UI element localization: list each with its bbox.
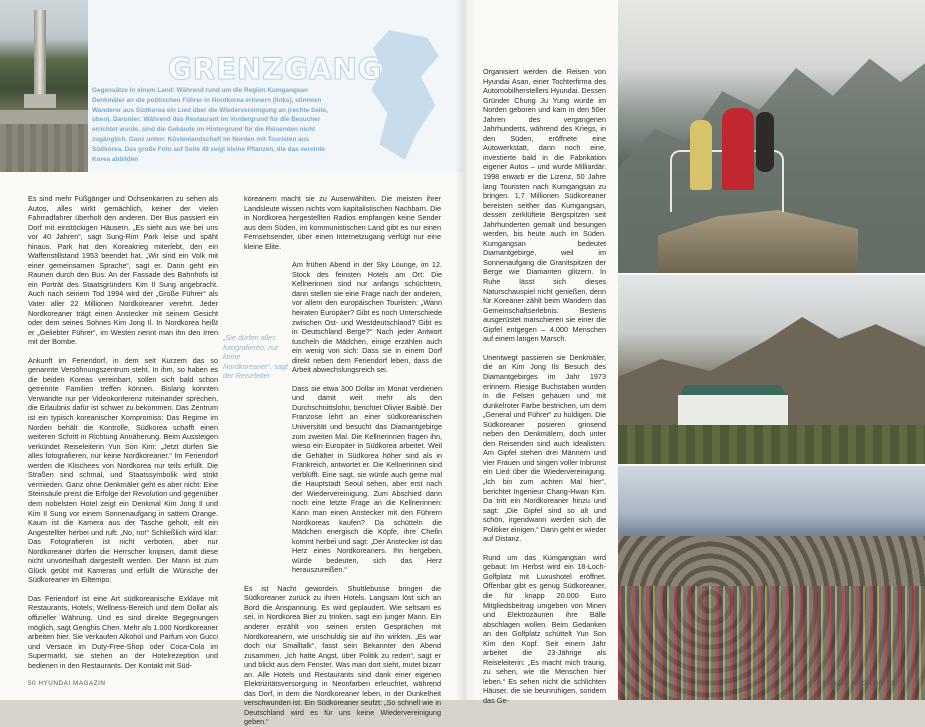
paragraph: Das Feriendorf ist eine Art südkoreanische Exklave mit Restaurants, Hotels, Wellness-Bereich und dem Dollar als offizieller Währung. Und es sind direkte Begegnungen möglich, sagt Genghis Chen. Mehr als 1.000 Nordkoreaner arbeiten hier. Sie verkaufen Alkohol und Parfum von Gucci und Versace im Duty-Free-Shop oder Coca-Cola im Supermarkt, sie stehen an der Hotelrezeption und bedienen in den Restaurants. Der Kontakt mit Süd- [28,593,218,670]
text-column-2 [244,194,441,727]
pull-quote: „Sie dürfen alles fotografieren, nur keine Nordkoreaner“, sagt der Reiseleiter [223,333,288,381]
paragraph: Ankunft im Feriendorf, in dem seit Kurzem das so genannte Versöhnungszentrum steht. In ihm, so haben es die beiden Koreas vereinbart, sollen sich bald schon getrennte Familien treffen können. Bislang konnten Verwandte nur per Videokonferenz miteinander sprechen, die Erlaubnis dafür ist schwer zu bekommen. Das Zentrum ist ein typisch koreanischer Kompromiss: Das Regime im Norden behält die Kontrolle, Südkorea schafft einen weiteren Schritt in Richtung Annäherung. Beim Aussteigen verkündet Reiseleiterin Yun Son Kim: „Jetzt dürfen Sie alles fotografieren, nur keine Nordkoreaner.“ Im Feriendorf werden die Klischees von Nordkorea nur teils erfüllt. Die Straßen sind schmal, und Staatssymbolik wird strikt vermieden. Ganz ohne Denkmäler geht es aber nicht: Eine Steinsäule preist die Erfolge der Revolution und gegenüber dem nobelsten Hotel zeigt ein Denkmal Kim Jong Il und Kim Il Sung vor einem Sonnenaufgang in sattem Orange. Kaum ist die Kamera aus der Tasche geholt, eilt ein Angestellter herbei und ruft: „No, no!“ Schließlich wird klar: Das Fotografieren ist nicht verboten, aber nur Nordkoreaner dürfen die Herrscher knipsen, damit diese nicht unvorteilhaft dargestellt werden. Der Mann ist zum Glück geübt mit Kameras und erfüllt die Wünsche der Südkoreaner im Eiltempo. [28,355,218,585]
paragraph: Unentwegt passieren sie Denkmäler, die an Kim Jong Ils Besuch des Diamantgebirges im Jahr 1973 erinnern. Riesige Buchstaben wurden in die Felsen gehauen und mit dunkelroter Farbe bestrichen, um dem „General und Führer“ zu huldigen. Die Südkoreaner posieren grinsend neben den Denkmälern, doch unter den Reisenden sind auch Idealisten: Am Gipfel stehen drei Männern und vier Frauen und singen voller Inbrunst ein Lied über die Wiedervereinigung. „Ich bin zum achten Mal hier“, berichtet Ingenieur Chang-Hwan Kim. Da tritt ein Nordkoreaner hinzu und sagt: „Die Gipfel sind so alt und schön, irgendwann werden sich die Politiker einigen.“ Dann geht er wieder auf Distanz. [483,352,606,544]
paragraph: Organisiert werden die Reisen von Hyundai Asan, einer Tochterfirma des Automobilherstellers Hyundai. Dessen Gründer Chung Ju Yung wurde im Norden geboren und kam in den 50er Jahren des vergangenen Jahrhunderts, während des Kriegs, in den Süden, eröffnete eine Autowerkstatt, dann noch eine, investierte bald in die Fabrikation eigener Autos – und wurde Milliardär. 1998 erwarb er die Lizenz, 50 Jahre lang Touristen nach Kumgangsan zu bringen. 1,7 Millionen Südkoreaner bereisten seither das Kumgangsan, dessen zerklüftete Bergspitzen seit Jahrhunderten gemalt und besungen werden, bis heute auch im Süden. Kumgangsan bedeutet Diamantgebirge, weil im Sonnenaufgang die Granitspitzen der Berge wie Diamanten glitzern. In Ruhe lässt sich dieses Naturschauspiel nicht genießen, denn für Koreaner zählt beim Wandern das Gemeinschaftserlebnis. Bestens ausgerüstet marschieren sie einer die Gipfel entgegen – 4.000 Menschen auf einem langen Marsch. [483,67,606,344]
page-footer-left: 50 HYUNDAI MAGAZIN [28,680,106,687]
paragraph: Rund um das Kumgangsan wird gebaut: Im Herbst wird ein 18-Loch-Golfplatz mit Luxushotel eröffnet. Offenbar gibt es genug Südkoreaner, die für knapp 20.000 Euro Mitgliedsbeitrag umgeben von Minen und Elektrozäunen ihre Bälle abschlagen wollen. Beim Gedanken an den Golfplatz schüttelt Yun Son Kim den Kopf. Seit einem Jahr arbeitet die 23-Jährige als Reiseleiterin: „Es macht mich traurig, zu sehen, wie die Menschen hier leben.“ Es sehen nicht die schlichten Häuser, die sie beunruhigen, sondern das Ge- [483,552,606,705]
monument-photo [0,0,88,172]
page-footer-right: HYUNDAI MAGAZIN 51 [817,680,895,687]
paragraph: Es sind mehr Fußgänger und Ochsenkarren zu sehen als Autos, alles wirkt gemächlich, keiner der vielen Fahrradfahrer überholt den anderen. Der Bus passiert ein Dorf mit einstöckigen Häusern. „Es sieht aus wie bei uns vor 40 Jahren“, sagt Sung-Rim Park leise und späht hinaus. Park hat den Koreakrieg miterlebt, den ein Waffenstillstand 1953 beendet hat. „Wir sind ein Volk mit einer gemeinsamen Sprache“, sagt er. Dann geht ein Raunen durch den Bus: An der Fassade des Bahnhofs ist ein Porträt des Staatsgründers Kim Il Sung angebracht. Auch nach seinem Tod 1994 wird der „Große Führer“ als Vater aller 22 Millionen Nordkoreaner verehrt. Jeder Nordkoreaner trägt einen Anstecker mit seinem Gesicht oder dem seines Sohnes Kim Jong Il. In Nordkorea heißt er „Geliebter Führer“, im Westen nennt man ihn den Irren mit der Bombe. [28,194,218,347]
text-column-3 [483,67,606,706]
coast-tourists-photo [618,466,925,700]
hiker-figure [690,120,712,190]
paragraph: Es ist Nacht geworden. Shuttlebusse bringen die Südkoreaner zurück zu ihren Hotels. Langsam löst sich an Bord die Anspannung. Es wird geplaudert. Wie seltsam es sei, in Nordkorea Bier zu trinken, sagt ein junger Mann. Ein anderer erzählt von seinen ersten Gesprächen mit Nordkoreanern, wie unschuldig sie auf ihn wirkten. „Es war doch nur Smalltalk“, fasst sein Bekannter den Abend zusammen. „Ich hatte Angst, über Politik zu reden“, sagt er und blickt aus dem Fenster. Was man dort sieht, mutet bizarr an. Alle Hotels und Restaurants sind dank einer eigenen Elektrizitätsversorgung in Neonfarben erleuchtet, während das Dorf, in dem die Nordkoreaner leben, in der Dunkelheit verschwunden ist. Ein Südkoreaner seufzt: „So schnell wie in Deutschland wird es für uns keine Wiedervereinigung geben.“ [244,583,441,727]
article-headline: GRENZGANG [168,52,383,86]
restaurant-mountain-photo [618,275,925,464]
monument-plaza [0,124,88,172]
mountain-viewpoint-photo [618,0,925,273]
monument-pillar [34,10,46,98]
paragraph: Am frühen Abend in der Sky Lounge, im 12. Stock des feinsten Hotels am Ort: Die Kellnerinnen sind nur anfangs schüchtern, dann stellen sie eine Frage nach der anderen, vor allem den europäischen Touristen: „Wann heiraten Europäer? Gibt es noch Unterschiede zwischen Ost- und Westdeutschland? Gibt es in Deutschland Berge?“ Nach jeder Antwort tuscheln die Mädchen, einige erzählen auch ein wenig von sich: Dass sie in einem Dorf direkt neben dem Feriendorf leben, dass die Arbeit abwechslungsreich sei. [292,260,442,375]
hiker-figure [722,108,754,190]
korea-map-graphic [365,30,445,160]
hiker-figure [756,112,774,172]
paragraph: Dass sie etwa 300 Dollar im Monat verdienen und damit weit mehr als den Durchschnittslohn, berichtet Olivier Baiblé. Der Franzose lehrt an einer südkoreanischen Universität und besucht das Diamantgebirge zum zweiten Mal. Die Kellnerinnen fragen ihn, wieso ein Europäer in Südkorea arbeitet. Weil die Gehälter in Südkorea höher sind als in Frankreich, antwortet er. Die Kellnerinnen sind verblüfft. Eine sagt, sie würde auch gerne mal die Hauptstadt Seoul sehen, aber erst nach der Wiedervereinigung. Zum Abschied dann noch eine letzte Frage an die Kellnerinnen: Kann man einen Anstecker mit den Führern Nordkoreas kaufen? Da schütteln die Mädchen energisch die Köpfe, ihre Chefin kommt herbei und sagt: „Der Anstecker ist das Herz eines Nordkoreaners. Ihn hergeben, würde bedeuten, sich das Herz herauszureißen.“ [292,383,442,575]
monument-base [24,94,56,108]
tree-line [618,425,925,464]
monument-wall [0,110,88,124]
paragraph: koreanern macht sie zu Auserwählten. Die meisten ihrer Landsleute wissen nichts vom kapitalistischen Nachbarn. Die in Nordkorea hergestellten Radios empfangen keine Sender aus dem Süden, im kommunistischen Land gibt es nur einen Fernsehsender, über einen Internetzugang verfügt nur eine kleine Elite. [244,194,441,251]
text-column-1 [28,194,218,670]
intro-caption: Gegensätze in einem Land: Während rund um die Region Kumgangsan Denkmäler an die politischen Führer in Nordkorea erinnern (links), stimmen Wanderer aus Südkorea ein Lied über die Wiedervereinigung an (rechte Seite, oben). Darunter: Während das Restaurant im Vordergrund für die Besucher errichtet wurde, sind die Gebäude im Hintergrund für die Reisenden nicht zugänglich. Ganz unten: Küstenlandschaft im Norden mit Touristen aus Südkorea. Das große Foto auf Seite 48 zeigt kleine Pflanzen, die das vereinte Korea abbilden [92,87,328,163]
